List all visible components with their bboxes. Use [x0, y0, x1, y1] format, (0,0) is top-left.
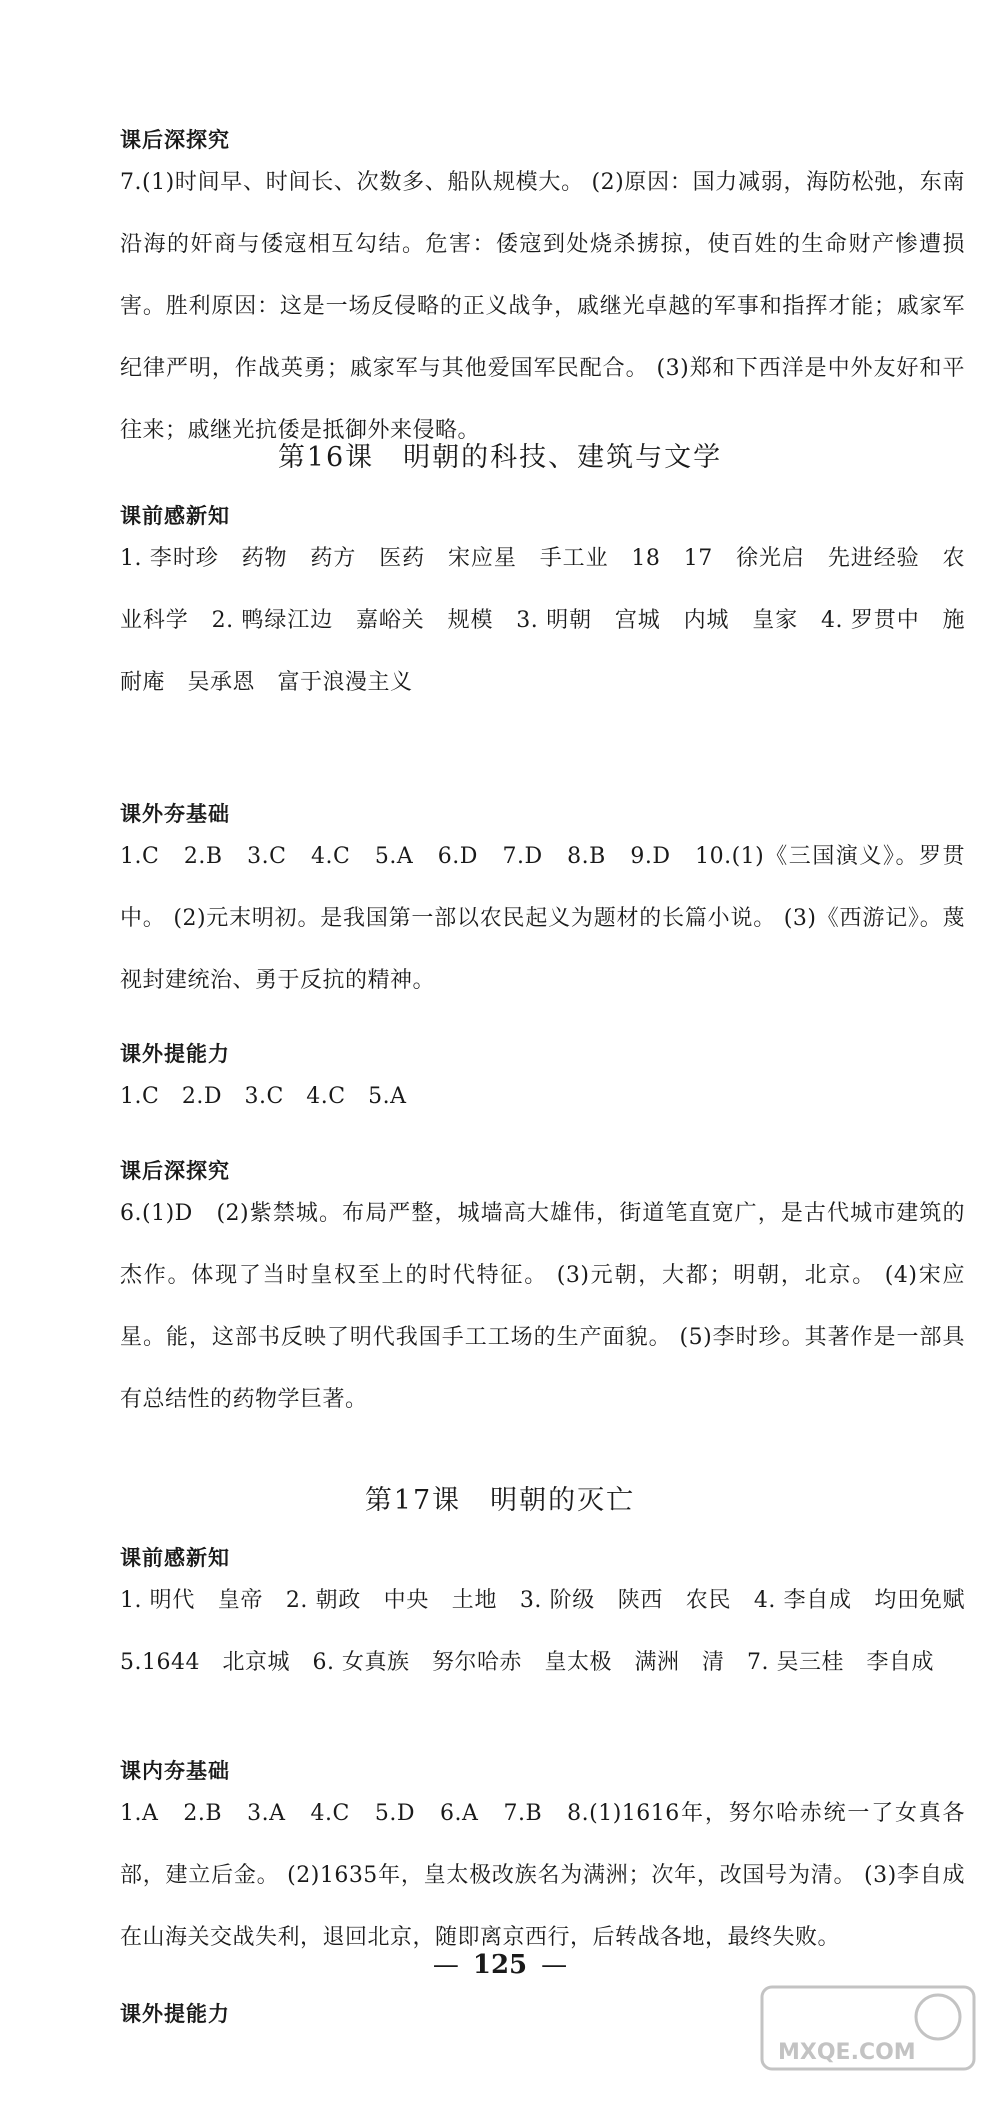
section-text: 1.C 2.D 3.C 4.C 5.A: [120, 1084, 407, 1109]
page-number-dash: —: [432, 1950, 459, 1980]
section-text: 1. 明代 皇帝 2. 朝政 中央 土地 3. 阶级 陕西 农民 4. 李自成 均田免赋 5.1644 北京城 6. 女真族 努尔哈赤 皇太极 满洲 清 7. 吴三桂 李自成: [120, 1588, 988, 1675]
section-text: 7.(1)时间早、时间长、次数多、船队规模大。 (2)原因：国力减弱，海防松弛，东南沿海的奸商与倭寇相互勾结。危害：倭寇到处烧杀掳掠，使百姓的生命财产惨遭损害。胜利原因：这是一场反侵略的正义战争，戚继光卓越的军事和指挥才能；戚家军纪律严明，作战英勇；戚家军与其他爱国军民配合。 (3)郑和下西洋是中外友好和平往来；戚继光抗倭是抵御外来侵略。: [120, 170, 965, 443]
section-heading: 课前感新知: [120, 504, 230, 528]
page-number-dash: —: [541, 1950, 568, 1980]
page-number: [0, 1950, 1000, 1980]
section-heading: 课内夯基础: [120, 1759, 230, 1783]
section-text: 6.(1)D (2)紫禁城。布局严整，城墙高大雄伟，街道笔直宽广，是古代城市建筑的杰作。体现了当时皇权至上的时代特征。 (3)元朝，大都；明朝，北京。 (4)宋应星。能，这部书反映了明代我国手工工场的生产面貌。 (5)李时珍。其著作是一部具有总结性的药物学巨著。: [120, 1201, 965, 1412]
watermark-text: MXQE.COM: [778, 2040, 916, 2065]
section-text: 1. 李时珍 药物 药方 医药 宋应星 手工业 18 17 徐光启 先进经验 农业科学 2. 鸭绿江边 嘉峪关 规模 3. 明朝 宫城 内城 皇家 4. 罗贯中 施耐庵 吴承恩 富于浪漫主义: [120, 546, 965, 695]
section-heading: 课前感新知: [120, 1546, 230, 1570]
lesson-title: 第16课 明朝的科技、建筑与文学: [277, 442, 723, 473]
section-heading: 课外夯基础: [120, 802, 230, 826]
section-text: 1.C 2.B 3.C 4.C 5.A 6.D 7.D 8.B 9.D 10.(1)《三国演义》。罗贯中。 (2)元末明初。是我国第一部以农民起义为题材的长篇小说。 (3)《西游记》。蔑视封建统治、勇于反抗的精神。: [120, 844, 965, 993]
section-heading: 课外提能力: [120, 2002, 230, 2026]
watermark-logo: [758, 1983, 978, 2073]
section-heading: 课后深探究: [120, 1159, 230, 1183]
section-heading: 课后深探究: [120, 128, 230, 152]
lesson-title: 第17课 明朝的灭亡: [364, 1485, 636, 1516]
section-text: 1.A 2.B 3.A 4.C 5.D 6.A 7.B 8.(1)1616年，努尔哈赤统一了女真各部，建立后金。 (2)1635年，皇太极改族名为满洲；次年，改国号为清。 (3)李自成在山海关交战失利，退回北京，随即离京西行，后转战各地，最终失败。: [120, 1801, 965, 1950]
page-number-value: 125: [472, 1950, 528, 1980]
section-heading: 课外提能力: [120, 1042, 230, 1066]
